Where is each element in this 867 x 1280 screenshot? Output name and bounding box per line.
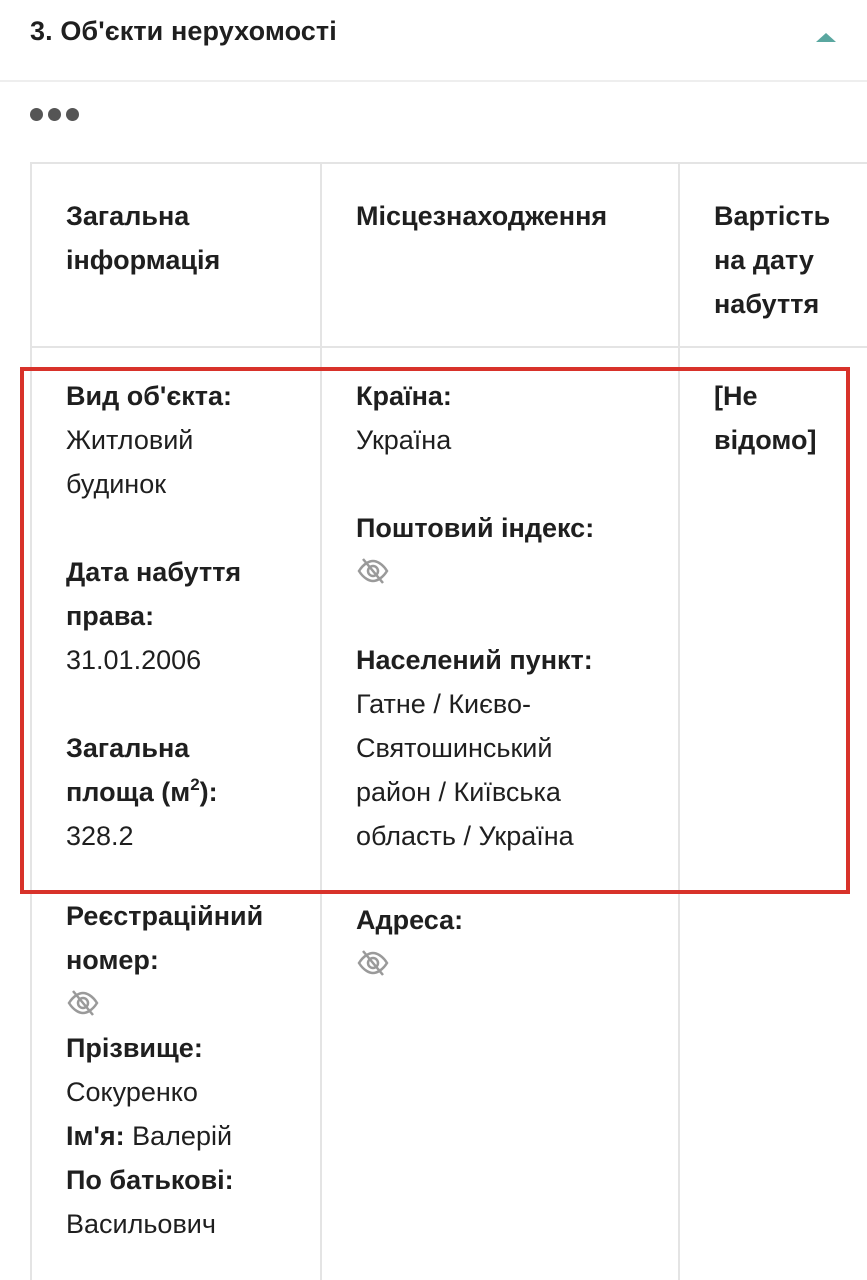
locality-value: Гатне / Києво-Святошинський район / Київська область / Україна [356,689,574,851]
country-value: Україна [356,425,452,455]
object-type-label: Вид об'єкта: [66,381,232,411]
column-header-cost: Вартість на дату набуття [714,201,831,319]
location-cell [356,374,656,986]
surname-value: Сокуренко [66,1077,198,1107]
hidden-eye-icon[interactable] [66,986,100,1020]
surname-label: Прізвище: [66,1033,203,1063]
address-label: Адреса: [356,905,464,935]
chevron-up-icon[interactable] [809,24,843,52]
postcode-label: Поштовий індекс: [356,513,595,543]
first-name-value: Валерій [132,1121,233,1151]
total-area-label-end: ): [199,777,218,807]
total-area-value: 328.2 [66,821,134,851]
more-horizontal-icon[interactable] [30,104,86,124]
hidden-eye-icon[interactable] [356,946,390,980]
total-area-label [66,726,266,814]
acquisition-date-label: Дата набуття права: [66,557,242,631]
patronymic-label: По батькові: [66,1165,234,1195]
registration-number-label: Реєстраційний номер: [66,901,264,975]
section-title: 3. Об'єкти нерухомості [30,16,337,46]
hidden-eye-icon[interactable] [356,554,390,588]
cost-value: [Не відомо] [714,381,817,455]
country-label: Країна: [356,381,452,411]
area-unit-superscript: 2 [190,775,200,794]
locality-label: Населений пункт: [356,645,593,675]
total-area-label-text: Загальна площа (м [66,733,191,807]
acquisition-date-value: 31.01.2006 [66,645,202,675]
section-header[interactable] [0,0,867,82]
first-name-label: Ім'я: [66,1121,125,1151]
general-info-cell [66,374,306,1246]
column-header-general-info: Загальна інформація [66,201,221,275]
patronymic-value: Васильович [66,1209,216,1239]
real-estate-table [30,162,867,1280]
column-header-location: Місцезнаходження [356,201,608,231]
object-type-value: Житловий будинок [66,425,194,499]
